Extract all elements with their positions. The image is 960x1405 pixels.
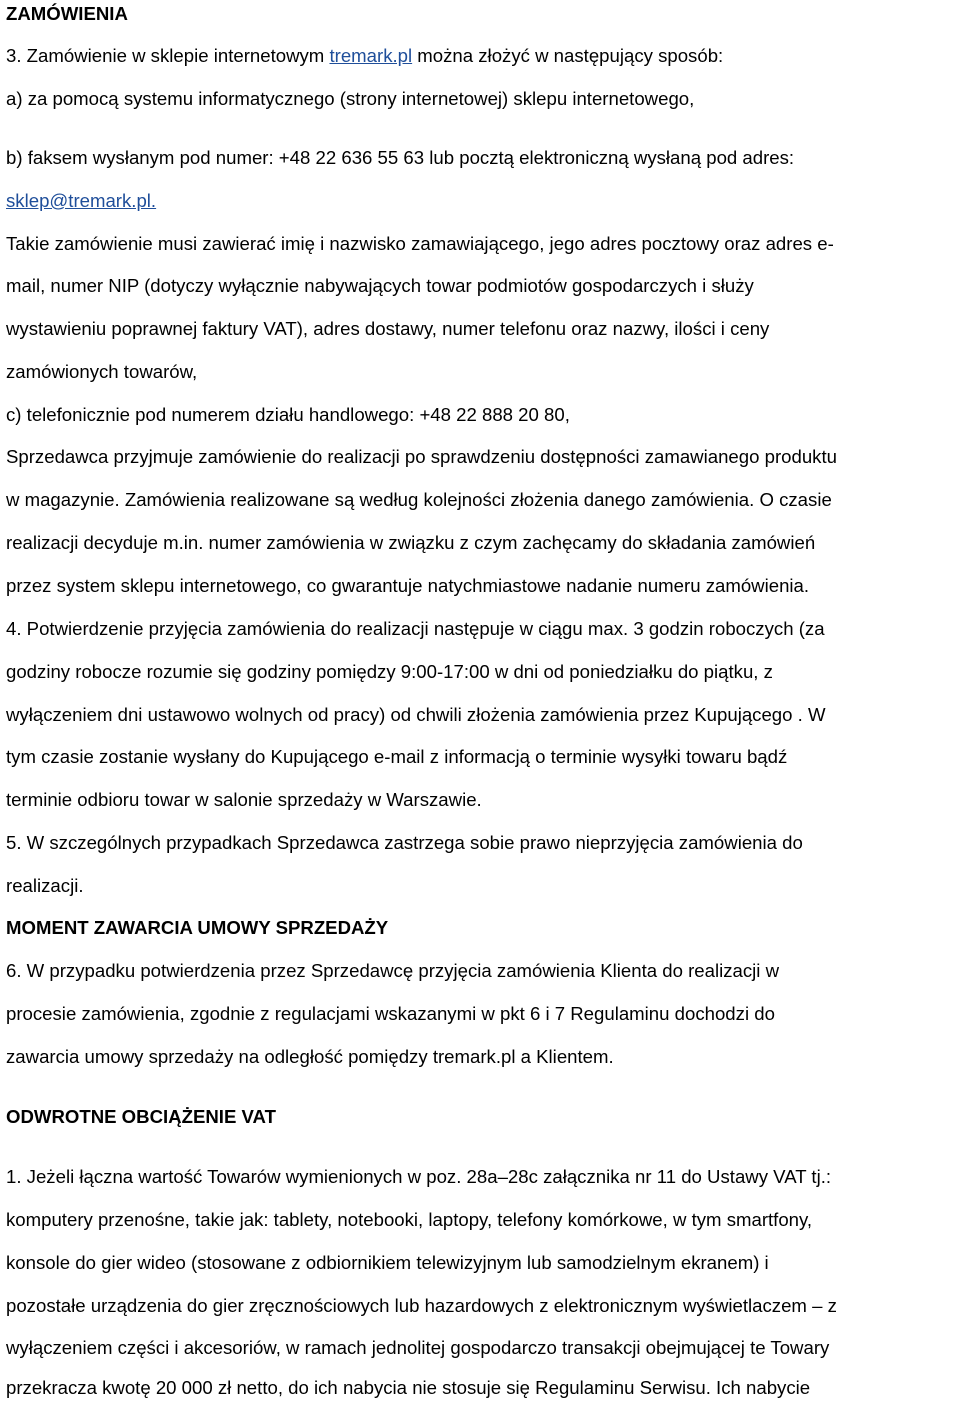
tremark-link[interactable]: tremark.pl xyxy=(329,45,413,66)
paragraph-line: 1. Jeżeli łączna wartość Towarów wymienionych w poz. 28a–28c załącznika nr 11 do Ustawy VAT tj.: xyxy=(6,1166,832,1187)
paragraph-line: procesie zamówienia, zgodnie z regulacjami wskazanymi w pkt 6 i 7 Regulaminu dochodzi do xyxy=(6,1003,775,1024)
paragraph-line: 6. W przypadku potwierdzenia przez Sprzedawcę przyjęcia zamówienia Klienta do realizacji w xyxy=(6,960,780,981)
paragraph-line: Takie zamówienie musi zawierać imię i nazwisko zamawiającego, jego adres pocztowy oraz adres e- xyxy=(6,233,834,254)
paragraph-line: zawarcia umowy sprzedaży na odległość pomiędzy tremark.pl a Klientem. xyxy=(6,1046,614,1067)
paragraph-line: godziny robocze rozumie się godziny pomiędzy 9:00-17:00 w dni od poniedziałku do piątku, z xyxy=(6,661,773,682)
paragraph-line: konsole do gier wideo (stosowane z odbiornikiem telewizyjnym lub samodzielnym ekranem) i xyxy=(6,1252,769,1273)
paragraph-line: b) faksem wysłanym pod numer: +48 22 636 55 63 lub pocztą elektroniczną wysłaną pod adres: xyxy=(6,147,795,168)
paragraph-line: wyłączeniem części i akcesoriów, w ramach jednolitej gospodarczo transakcji obejmującej te Towary xyxy=(6,1337,830,1358)
paragraph-line xyxy=(6,39,958,73)
paragraph-line: realizacji decyduje m.in. numer zamówienia w związku z czym zachęcamy do składania zamówień xyxy=(6,532,816,553)
paragraph-line: 5. W szczególnych przypadkach Sprzedawca zastrzega sobie prawo nieprzyjęcia zamówienia do xyxy=(6,832,803,853)
paragraph-line: wyłączeniem dni ustawowo wolnych od pracy) od chwili złożenia zamówienia przez Kupującego . W xyxy=(6,704,826,725)
section-heading-odwrotne-obciazenie: ODWROTNE OBCIĄŻENIE VAT xyxy=(6,1106,276,1127)
paragraph-line: terminie odbioru towar w salonie sprzedaży w Warszawie. xyxy=(6,789,482,810)
paragraph-line: c) telefonicznie pod numerem działu handlowego: +48 22 888 20 80, xyxy=(6,404,570,425)
paragraph-line: przekracza kwotę 20 000 zł netto, do ich nabycia nie stosuje się Regulaminu Serwisu. Ich nabycie xyxy=(6,1377,811,1398)
paragraph-line: mail, numer NIP (dotyczy wyłącznie nabywających towar podmiotów gospodarczych i służy xyxy=(6,275,754,296)
section-heading-zamowienia: ZAMÓWIENIA xyxy=(6,3,128,24)
paragraph-line: a) za pomocą systemu informatycznego (strony internetowej) sklepu internetowego, xyxy=(6,88,695,109)
text-fragment: 3. Zamówienie w sklepie internetowym xyxy=(6,45,330,66)
paragraph-line: tym czasie zostanie wysłany do Kupującego e-mail z informacją o terminie wysyłki towaru bądź xyxy=(6,746,788,767)
paragraph-line: pozostałe urządzenia do gier zręcznościowych lub hazardowych z elektronicznym wyświetlaczem – z xyxy=(6,1295,837,1316)
text-fragment: można złożyć w następujący sposób: xyxy=(412,45,724,66)
paragraph-line: wystawieniu poprawnej faktury VAT), adres dostawy, numer telefonu oraz nazwy, ilości i ceny xyxy=(6,318,770,339)
paragraph-line: Sprzedawca przyjmuje zamówienie do realizacji po sprawdzeniu dostępności zamawianego produktu xyxy=(6,446,837,467)
paragraph-line: zamówionych towarów, xyxy=(6,361,198,382)
paragraph-line: realizacji. xyxy=(6,875,84,896)
paragraph-line: 4. Potwierdzenie przyjęcia zamówienia do realizacji następuje w ciągu max. 3 godzin roboczych (za xyxy=(6,618,825,639)
paragraph-line: przez system sklepu internetowego, co gwarantuje natychmiastowe nadanie numeru zamówienia. xyxy=(6,575,810,596)
email-link[interactable]: sklep@tremark.pl. xyxy=(6,190,157,211)
paragraph-line xyxy=(6,184,958,218)
paragraph-line: w magazynie. Zamówienia realizowane są według kolejności złożenia danego zamówienia. O czasie xyxy=(6,489,832,510)
paragraph-line: komputery przenośne, takie jak: tablety, notebooki, laptopy, telefony komórkowe, w tym smartfony, xyxy=(6,1209,813,1230)
section-heading-moment-zawarcia: MOMENT ZAWARCIA UMOWY SPRZEDAŻY xyxy=(6,917,389,938)
